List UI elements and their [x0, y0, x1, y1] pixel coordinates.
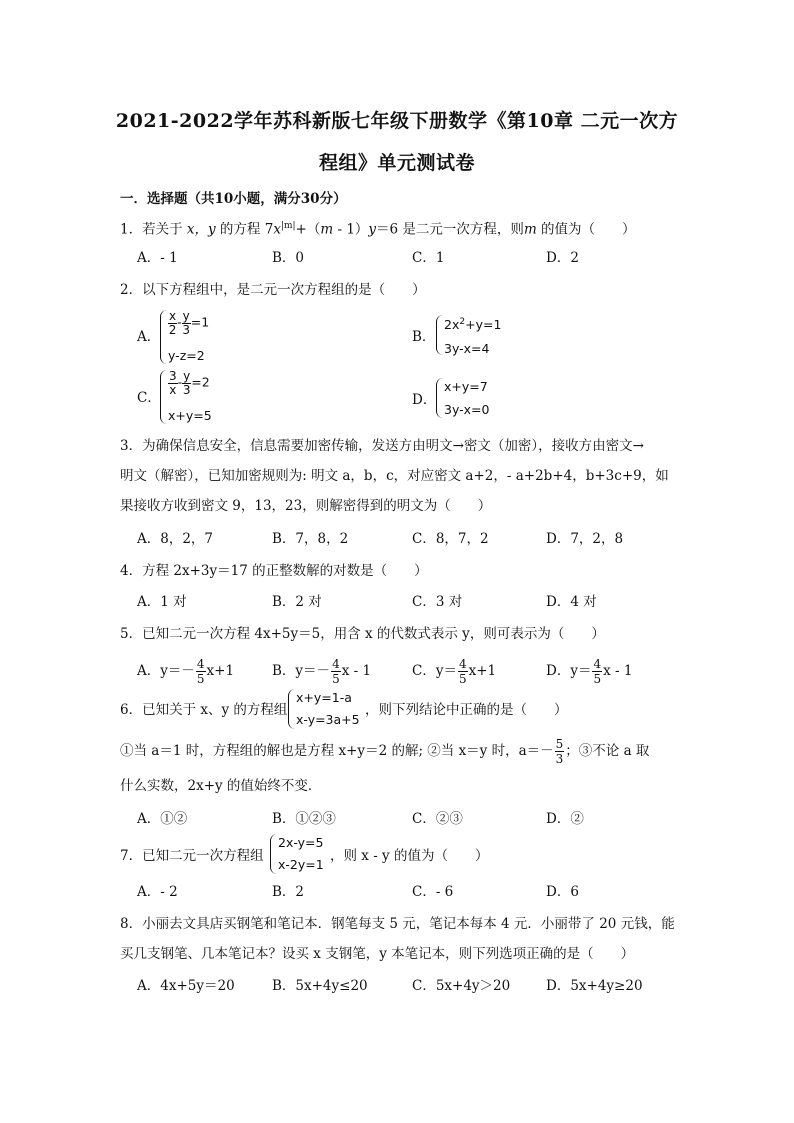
- question-4-option-c: C．3 对: [412, 594, 463, 610]
- question-8-option-d: D．5x+4y≥20: [546, 978, 643, 994]
- question-2-option-c-system: $\frac{3}{x}$ - $\frac{y}{3}$ =2 x+y=5: [160, 368, 270, 428]
- question-1-option-b: B．0: [272, 250, 305, 266]
- question-2-stem: 2．以下方程组中，是二元一次方程组的是（ ）: [120, 282, 426, 298]
- question-4-stem: 4．方程 2x+3y＝17 的正整数解的对数是（ ）: [120, 563, 428, 579]
- question-2-option-b-system: $2x^2+y=1$ 3y-x=4: [436, 313, 546, 359]
- question-7-system: 2x-y=5 x-2y=1: [270, 832, 360, 878]
- brace: [436, 378, 443, 418]
- question-3-line2: 明文（解密），已知加密规则为: 明文 a，b，c，对应密文 a+2，- a+2b+4，b+3c+9，如: [120, 468, 669, 484]
- question-6-option-c: C．②③: [412, 811, 463, 827]
- question-6-stem-post: ，则下列结论中正确的是（ ）: [365, 702, 568, 718]
- question-7-option-d: D．6: [546, 884, 579, 900]
- question-8-option-c: C．5x+4y＞20: [412, 978, 511, 994]
- page-title-line1: 2021-2022学年苏科新版七年级下册数学《第10章 二元一次方: [115, 110, 679, 132]
- question-1-option-c: C．1: [412, 250, 445, 266]
- question-6-line2: ①当 a＝1 时，方程组的解也是方程 x+y＝2 的解; ②当 x＝y 时，a＝－ $\frac{5}{3}$ ；③不论 a 取: [120, 737, 650, 766]
- question-6-line3: 什么实数，2x+y 的值始终不变．: [120, 778, 322, 794]
- question-7-stem-pre: 7．已知二元一次方程组: [120, 848, 264, 864]
- question-6-system: x+y=1-a x-y=3a+5: [288, 687, 388, 733]
- question-7-stem-post: ，则 x - y 的值为（ ）: [330, 848, 489, 864]
- question-5-option-c: C．y＝ $\frac{4}{5}$ x+1: [412, 657, 497, 686]
- brace: [160, 310, 167, 364]
- question-3-line1: 3．为确保信息安全，信息需要加密传输，发送方由明文→密文（加密），接收方由密文→: [120, 438, 644, 454]
- question-7-option-b: B．2: [272, 884, 305, 900]
- question-4-option-a: A．1 对: [137, 594, 187, 610]
- question-3-option-b: B．7，8，2: [272, 531, 349, 547]
- question-7-option-c: C．- 6: [412, 884, 454, 900]
- question-7-option-a: A．- 2: [137, 884, 178, 900]
- question-8-line2: 买几支钢笔、几本笔记本？设买 x 支钢笔，y 本笔记本，则下列选项正确的是（ ）: [120, 946, 635, 962]
- question-1-option-d: D．2: [546, 250, 579, 266]
- question-1-option-a: A．- 1: [137, 250, 178, 266]
- question-6-option-d: D．②: [546, 811, 584, 827]
- question-2-option-a-label: A．: [137, 329, 161, 345]
- question-5-option-a: A．y＝－ $\frac{4}{5}$ x+1: [137, 657, 235, 686]
- question-6-option-b: B．①②③: [272, 811, 336, 827]
- question-4-option-b: B．2 对: [272, 594, 322, 610]
- question-5-option-d: D．y＝ $\frac{4}{5}$ x - 1: [546, 657, 633, 686]
- question-6-stem-pre: 6．已知关于 x、y 的方程组: [120, 702, 288, 718]
- question-8-option-a: A．4x+5y＝20: [137, 978, 235, 994]
- question-2-option-d-system: x+y=7 3y-x=0: [436, 376, 546, 422]
- page-title-line2: 程组》单元测试卷: [318, 152, 475, 174]
- question-3-option-c: C．8，7，2: [412, 531, 489, 547]
- question-8-option-b: B．5x+4y≤20: [272, 978, 368, 994]
- brace: [270, 834, 277, 874]
- question-3-line3: 果接收方收到密文 9，13，23，则解密得到的明文为（ ）: [120, 498, 492, 514]
- question-4-option-d: D．4 对: [546, 594, 597, 610]
- question-3-option-a: A．8，2，7: [137, 531, 214, 547]
- section-heading: 一．选择题（共10小题，满分30分）: [120, 191, 347, 207]
- question-6-option-a: A．①②: [137, 811, 188, 827]
- question-3-option-d: D．7，2，8: [546, 531, 624, 547]
- question-2-option-c-label: C．: [137, 390, 161, 406]
- question-2-option-a-system: $\frac{x}{2}$ - $\frac{y}{3}$ =1 y-z=2: [160, 308, 270, 368]
- brace: [288, 689, 295, 729]
- question-2-option-d-label: D．: [412, 392, 437, 408]
- question-8-line1: 8．小丽去文具店买钢笔和笔记本．钢笔每支 5 元，笔记本每本 4 元．小丽带了 20 元钱，能: [120, 916, 675, 932]
- brace: [160, 370, 167, 424]
- question-5-stem: 5．已知二元一次方程 4x+5y＝5，用含 x 的代数式表示 y，则可表示为（ ）: [120, 626, 605, 642]
- brace: [436, 315, 443, 355]
- question-1-stem: 1．若关于 x，y 的方程 $7x^{|m|}+(m - 1)y=6$ 是二元一次方程，则m 的值为（ ）: [120, 221, 636, 238]
- question-2-option-b-label: B．: [412, 329, 436, 345]
- question-5-option-b: B．y＝－ $\frac{4}{5}$ x - 1: [272, 657, 372, 686]
